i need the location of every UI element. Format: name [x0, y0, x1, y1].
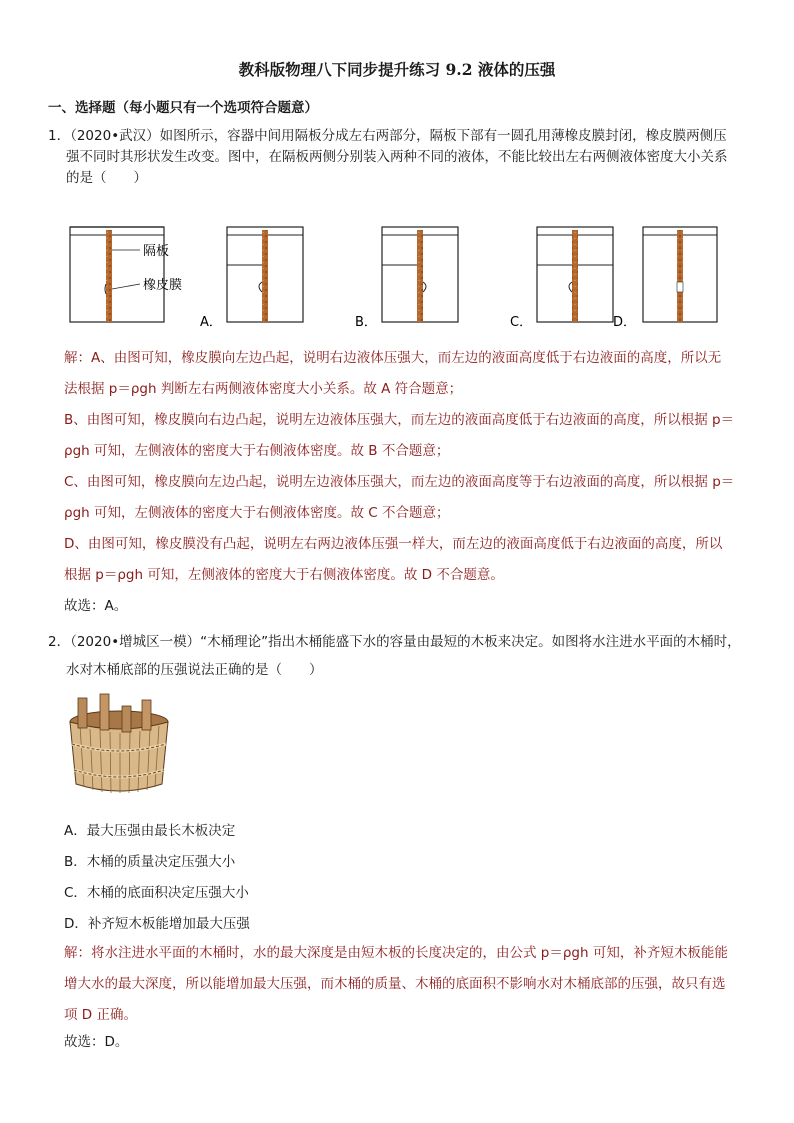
question-2 — [48, 628, 741, 684]
solution-line: ρgh 可知，左侧液体的密度大于右侧液体密度。故 B 不合题意； — [64, 443, 450, 459]
option-c: C．木桶的底面积决定压强大小 — [64, 885, 249, 901]
solution-line: 项 D 正确。 — [64, 1007, 137, 1023]
wooden-bucket-image — [64, 692, 174, 798]
solution-line: 解：将水注进水平面的木桶时，水的最大深度是由短木板的长度决定的，由公式 p＝ρgh 可知，补齐短木板能能 — [64, 945, 728, 961]
solution-line: 解：A、由图可知，橡皮膜向左边凸起，说明右边液体压强大，而左边的液面高度低于右边液面的高度，所以无 — [64, 350, 722, 366]
solution-line: C、由图可知，橡皮膜向左边凸起，说明左边液体压强大，而左边的液面高度等于右边液面的高度，所以根据 p＝ — [64, 474, 735, 490]
option-d: D．补齐短木板能增加最大压强 — [64, 916, 250, 932]
q1-figure — [60, 222, 730, 334]
membrane-label: 橡皮膜 — [143, 278, 183, 293]
solution-line: ρgh 可知，左侧液体的密度大于右侧液体密度。故 C 不合题意； — [64, 505, 450, 521]
option-d-label: D． — [613, 315, 637, 330]
q1-answer: 故选：A。 — [64, 598, 128, 614]
q2-stem-line: 水对木桶底部的压强说法正确的是（ ） — [66, 662, 323, 678]
q2-answer: 故选：D。 — [64, 1034, 129, 1050]
container-a — [227, 227, 303, 322]
q1-stem-line: 的是（ ） — [66, 170, 147, 186]
q1-stem-line: 强不同时其形状发生改变。图中，在隔板两侧分别装入两种不同的液体，不能比较出左右两侧液体密度大小关系 — [66, 149, 728, 165]
container-c — [537, 227, 613, 322]
q2-options — [64, 816, 250, 940]
q1-stem-line: 1．（2020•武汉）如图所示，容器中间用隔板分成左右两部分，隔板下部有一圆孔用薄橡皮膜封闭，橡皮膜两侧压 — [48, 128, 727, 144]
option-b: B．木桶的质量决定压强大小 — [64, 854, 236, 870]
container-base — [60, 227, 164, 322]
partition-label: 隔板 — [143, 244, 170, 259]
solution-line: B、由图可知，橡皮膜向右边凸起，说明左边液体压强大，而左边的液面高度低于右边液面的高度，所以根据 p＝ — [64, 412, 735, 428]
container-b — [382, 227, 458, 322]
solution-line: 法根据 p＝ρgh 判断左右两侧液体密度大小关系。故 A 符合题意； — [64, 381, 463, 397]
q2-stem-line: 2．（2020•增城区一模）“木桶理论”指出木桶能盛下水的容量由最短的木板来决定。如图将水注进水平面的木桶时， — [48, 634, 741, 650]
q2-solution — [64, 938, 728, 1031]
container-d — [643, 227, 717, 322]
option-c-label: C． — [510, 315, 533, 330]
solution-line: 根据 p＝ρgh 可知，左侧液体的密度大于右侧液体密度。故 D 不合题意。 — [64, 567, 504, 583]
solution-line: D、由图可知，橡皮膜没有凸起，说明左右两边液体压强一样大，而左边的液面高度低于右边液面的高度，所以 — [64, 536, 723, 552]
option-a-label: A． — [200, 315, 222, 330]
page-title: 教科版物理八下同步提升练习 9.2 液体的压强 — [238, 60, 556, 79]
section-heading: 一、选择题（每小题只有一个选项符合题意） — [48, 100, 318, 116]
solution-line: 增大水的最大深度，所以能增加最大压强，而木桶的质量、木桶的底面积不影响水对木桶底部的压强，故只有选 — [64, 976, 726, 992]
q1-solution — [64, 343, 734, 591]
option-b-label: B． — [355, 315, 377, 330]
option-a: A．最大压强由最长木板决定 — [64, 823, 236, 839]
question-1 — [48, 126, 728, 189]
